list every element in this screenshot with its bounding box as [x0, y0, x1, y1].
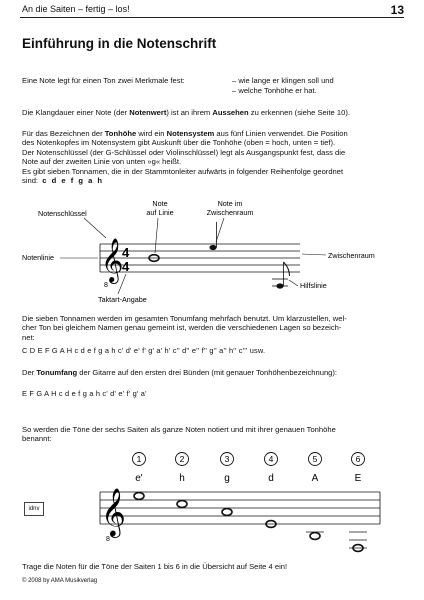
string-number-1: 1: [136, 454, 142, 464]
label-space: Zwischenraum: [328, 251, 375, 260]
copyright: © 2008 by AMA Musikverlag: [22, 578, 98, 584]
time-sig-top: 4: [122, 245, 130, 260]
para-duration: [22, 108, 404, 117]
string-number-5: 5: [312, 454, 318, 464]
string-name-1: e': [135, 473, 143, 484]
para5-c: der Gitarre auf den ersten drei Bünden (mit genauer Tonhöhenbezeichnung):: [77, 368, 338, 377]
page-title: Einführung in die Notenschrift: [22, 36, 217, 51]
para-registers: [22, 314, 404, 342]
range-note-names: E F G A H c d e f g a h c' d' e' f' g' a': [22, 389, 147, 398]
label-clef: Notenschlüssel: [38, 209, 87, 218]
string-name-2: h: [179, 473, 185, 484]
string-number-6: 6: [355, 454, 361, 464]
treble-clef-icon: 𝄞: [101, 240, 124, 282]
para3-line4: Note auf der zweiten Linie von unten »g« heißt.: [22, 157, 182, 167]
page-number: 13: [390, 3, 404, 17]
string-name-5: A: [311, 473, 319, 484]
string-notes: [134, 493, 363, 552]
para2-a: Die Klangdauer einer Note (der: [22, 108, 130, 117]
para3-l6a: sind:: [22, 176, 39, 186]
para3-l1e: aus fünf Linien verwendet. Die Position: [214, 129, 348, 138]
para2-c: ) ist an ihrem: [166, 108, 213, 117]
label-note-line-2: auf Linie: [146, 208, 174, 217]
string-number-3: 3: [224, 454, 230, 464]
string-name-3: g: [224, 473, 230, 484]
para2-aussehen: Aussehen: [212, 108, 249, 117]
para3-line6: [22, 176, 404, 185]
para2-e: zu erkennen (siehe Seite 10).: [248, 108, 350, 117]
instruction: Trage die Noten für die Töne der Saiten 1 bis 6 in die Übersicht auf Seite 4 ein!: [22, 562, 288, 571]
time-sig-bottom: 4: [122, 259, 130, 274]
note-in-space: [209, 245, 216, 250]
para1-text: Eine Note legt für einen Ton zwei Merkmale fest:: [22, 76, 185, 85]
staff-diagram: [0, 196, 424, 308]
strings-staff-lines: [100, 492, 380, 524]
para-range: [22, 368, 404, 377]
clef-octave: 8: [104, 282, 108, 289]
para5-tonumfang: Tonumfang: [36, 368, 78, 377]
tone-names: c d e f g a h: [42, 176, 104, 186]
string-names: [135, 473, 361, 484]
note-flag: [284, 262, 290, 276]
para3-line3: Der Notenschlüssel (der G-Schlüssel oder Violinschlüssel) legt als Ausgangspunkt fest, dass die: [22, 147, 346, 157]
para3-notensystem: Notensystem: [166, 129, 215, 138]
para3-l1a: Für das Bezeichnen der: [22, 129, 105, 138]
para-pitch: [22, 129, 404, 185]
strings-staff: [0, 446, 424, 558]
string-number-2: 2: [179, 454, 185, 464]
para6-line1: So werden die Töne der sechs Saiten als ganze Noten notiert und mit ihrer genauen Tonhöhe: [22, 425, 336, 434]
para4-line1: Die sieben Tonnamen werden im gesamten Tonumfang mehrfach benutzt. Um klarzustellen, wel-: [22, 314, 347, 323]
string-number-4: 4: [268, 454, 274, 464]
para3-line2: des Notenkopfes im Notensystem gibt Auskunft über die Tonhöhe (oben = hoch, unten = tief).: [22, 138, 336, 148]
para2-notenwert: Notenwert: [129, 108, 167, 117]
para3-line5: Es gibt sieben Tonnamen, die in der Stammtonleiter aufwärts in folgender Reihenfolge geordnet: [22, 166, 344, 176]
para5-a: Der: [22, 368, 37, 377]
label-time: Taktart-Angabe: [98, 295, 147, 304]
para3-l1c: wird ein: [136, 129, 167, 138]
label-ledger: Hilfslinie: [300, 281, 327, 290]
string-name-6: E: [354, 473, 362, 484]
header-title: An die Saiten – fertig – los!: [22, 4, 130, 14]
label-note-space-1: Note im: [217, 199, 243, 208]
label-note-space-2: Zwischenraum: [206, 208, 254, 217]
para1-item1: – wie lange er klingen soll und: [232, 76, 334, 85]
para1-item2: – welche Tonhöhe er hat.: [232, 86, 317, 95]
strings-treble-clef-icon: 𝄞: [101, 488, 126, 535]
staff-lines: [100, 244, 300, 272]
label-note-line-1: Note: [152, 199, 168, 208]
header-divider: [20, 17, 404, 18]
label-staff-line: Notenlinie: [22, 253, 54, 262]
para3-tonhoehe: Tonhöhe: [104, 129, 137, 138]
para6-line2: benannt:: [22, 434, 52, 444]
register-note-names: C D E F G A H c d e f g a h c' d' e' f' g' a' h' c'' d'' e'' f'' g'' a'' h'' c''' usw.: [22, 346, 266, 355]
para4-line3: net:: [22, 332, 35, 342]
strings-clef-octave: 8: [106, 536, 110, 543]
string-numbers: [133, 453, 365, 466]
para3-line1: [22, 129, 404, 138]
para4-line2: cher Ton bei gleichem Namen genau gemeint ist, werden die verschiedenen Lagen so bezeich-: [22, 323, 342, 333]
publisher-logo: idnv: [24, 502, 44, 516]
para-strings: [22, 425, 404, 444]
string-name-4: d: [268, 473, 274, 484]
